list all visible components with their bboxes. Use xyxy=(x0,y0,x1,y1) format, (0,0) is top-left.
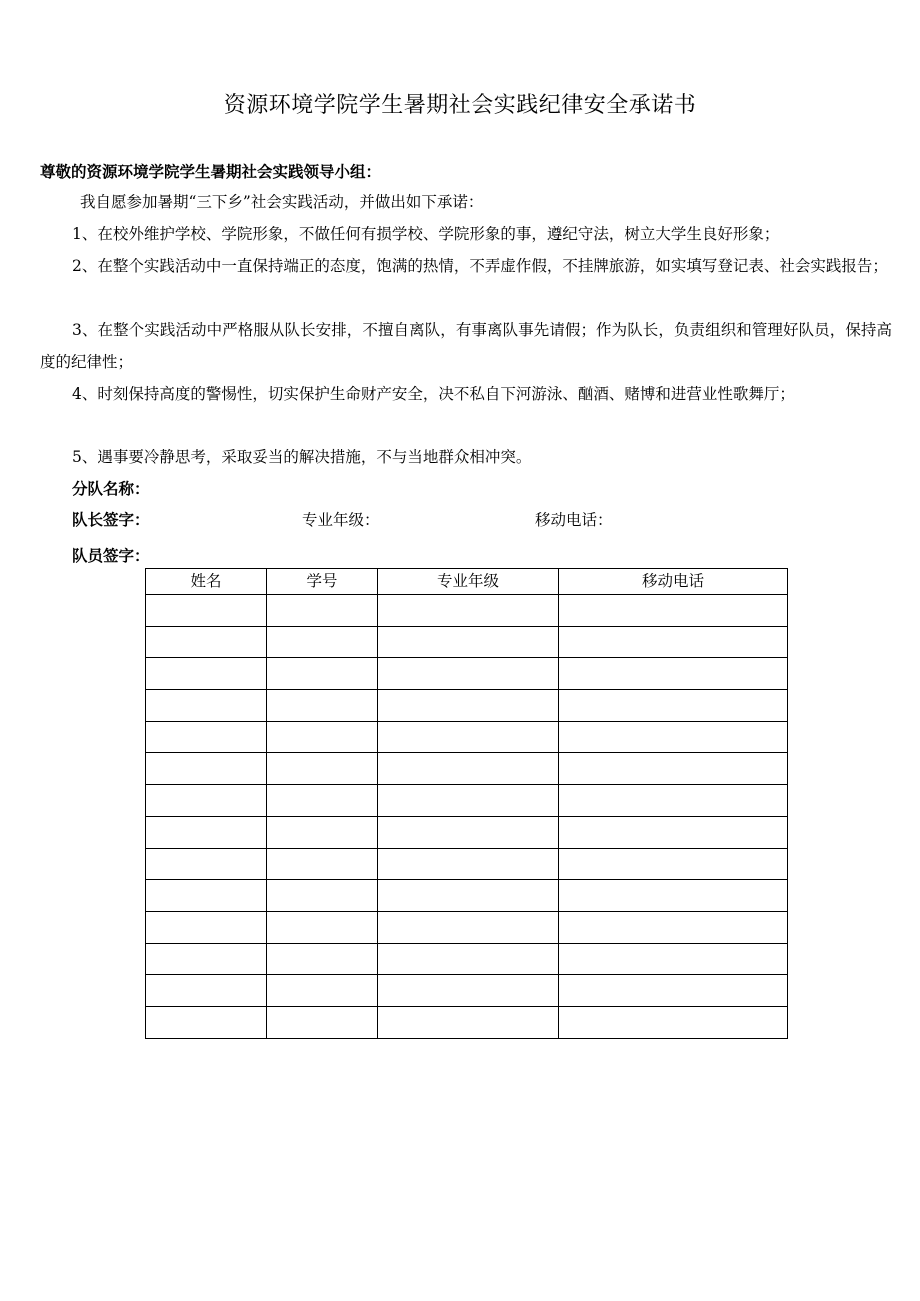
team-name-label: 分队名称： xyxy=(72,480,150,498)
student-id-cell[interactable] xyxy=(267,721,378,753)
major-grade-cell[interactable] xyxy=(378,848,559,880)
name-cell[interactable] xyxy=(146,785,267,817)
student-id-cell[interactable] xyxy=(267,785,378,817)
student-id-cell[interactable] xyxy=(267,595,378,627)
name-cell[interactable] xyxy=(146,911,267,943)
student-id-cell[interactable] xyxy=(267,658,378,690)
mobile-cell[interactable] xyxy=(559,626,788,658)
member-signature-table xyxy=(145,568,788,1039)
mobile-cell[interactable] xyxy=(559,753,788,785)
column-header-mobile: 移动电话 xyxy=(559,569,788,595)
table-row xyxy=(146,658,788,690)
mobile-cell[interactable] xyxy=(559,943,788,975)
mobile-cell[interactable] xyxy=(559,690,788,722)
student-id-cell[interactable] xyxy=(267,848,378,880)
mobile-cell[interactable] xyxy=(559,595,788,627)
pledge-item-2: 2、在整个实践活动中一直保持端正的态度，饱满的热情，不弄虚作假，不挂牌旅游，如实填写登记表、社会实践报告； xyxy=(72,257,888,275)
table-row xyxy=(146,690,788,722)
student-id-cell[interactable] xyxy=(267,626,378,658)
name-cell[interactable] xyxy=(146,595,267,627)
major-grade-cell[interactable] xyxy=(378,690,559,722)
mobile-cell[interactable] xyxy=(559,816,788,848)
pledge-item-5: 5、遇事要冷静思考，采取妥当的解决措施，不与当地群众相冲突。 xyxy=(72,448,532,466)
intro-paragraph: 我自愿参加暑期“三下乡”社会实践活动，并做出如下承诺： xyxy=(80,193,484,211)
name-cell[interactable] xyxy=(146,848,267,880)
table-row xyxy=(146,943,788,975)
table-row xyxy=(146,975,788,1007)
salutation: 尊敬的资源环境学院学生暑期社会实践领导小组： xyxy=(40,163,382,181)
name-cell[interactable] xyxy=(146,626,267,658)
leader-sign-label: 队长签字： xyxy=(72,511,150,529)
name-cell[interactable] xyxy=(146,721,267,753)
student-id-cell[interactable] xyxy=(267,911,378,943)
column-header-name: 姓名 xyxy=(146,569,267,595)
student-id-cell[interactable] xyxy=(267,975,378,1007)
name-cell[interactable] xyxy=(146,690,267,722)
major-grade-cell[interactable] xyxy=(378,880,559,912)
table-row xyxy=(146,785,788,817)
major-grade-cell[interactable] xyxy=(378,975,559,1007)
student-id-cell[interactable] xyxy=(267,880,378,912)
table-row xyxy=(146,626,788,658)
student-id-cell[interactable] xyxy=(267,1006,378,1038)
mobile-cell[interactable] xyxy=(559,785,788,817)
major-grade-cell[interactable] xyxy=(378,721,559,753)
table-header-row xyxy=(146,569,788,595)
mobile-cell[interactable] xyxy=(559,721,788,753)
column-header-major-grade: 专业年级 xyxy=(378,569,559,595)
table-row xyxy=(146,911,788,943)
mobile-cell[interactable] xyxy=(559,975,788,1007)
name-cell[interactable] xyxy=(146,816,267,848)
mobile-cell[interactable] xyxy=(559,911,788,943)
table-row xyxy=(146,721,788,753)
major-grade-cell[interactable] xyxy=(378,911,559,943)
member-sign-label: 队员签字： xyxy=(72,547,150,565)
table-row xyxy=(146,816,788,848)
name-cell[interactable] xyxy=(146,658,267,690)
student-id-cell[interactable] xyxy=(267,753,378,785)
name-cell[interactable] xyxy=(146,753,267,785)
name-cell[interactable] xyxy=(146,975,267,1007)
major-grade-label: 专业年级： xyxy=(302,511,380,529)
table-row xyxy=(146,753,788,785)
mobile-label: 移动电话： xyxy=(535,511,613,529)
student-id-cell[interactable] xyxy=(267,816,378,848)
document-title: 资源环境学院学生暑期社会实践纪律安全承诺书 xyxy=(223,93,697,118)
name-cell[interactable] xyxy=(146,1006,267,1038)
name-cell[interactable] xyxy=(146,880,267,912)
major-grade-cell[interactable] xyxy=(378,595,559,627)
table-row xyxy=(146,848,788,880)
major-grade-cell[interactable] xyxy=(378,658,559,690)
mobile-cell[interactable] xyxy=(559,658,788,690)
mobile-cell[interactable] xyxy=(559,848,788,880)
pledge-item-3: 3、在整个实践活动中严格服从队长安排，不擅自离队，有事离队事先请假；作为队长，负责组织和管理好队员，保持高度的纪律性； xyxy=(40,321,892,371)
major-grade-cell[interactable] xyxy=(378,816,559,848)
table-row xyxy=(146,880,788,912)
name-cell[interactable] xyxy=(146,943,267,975)
table-row xyxy=(146,595,788,627)
mobile-cell[interactable] xyxy=(559,1006,788,1038)
major-grade-cell[interactable] xyxy=(378,753,559,785)
major-grade-cell[interactable] xyxy=(378,785,559,817)
column-header-student-id: 学号 xyxy=(267,569,378,595)
major-grade-cell[interactable] xyxy=(378,626,559,658)
pledge-item-4: 4、时刻保持高度的警惕性，切实保护生命财产安全，决不私自下河游泳、酗酒、赌博和进营业性歌舞厅； xyxy=(72,385,795,403)
major-grade-cell[interactable] xyxy=(378,943,559,975)
table-row xyxy=(146,1006,788,1038)
pledge-item-1: 1、在校外维护学校、学院形象，不做任何有损学校、学院形象的事，遵纪守法，树立大学生良好形象； xyxy=(72,225,780,243)
student-id-cell[interactable] xyxy=(267,943,378,975)
mobile-cell[interactable] xyxy=(559,880,788,912)
student-id-cell[interactable] xyxy=(267,690,378,722)
major-grade-cell[interactable] xyxy=(378,1006,559,1038)
